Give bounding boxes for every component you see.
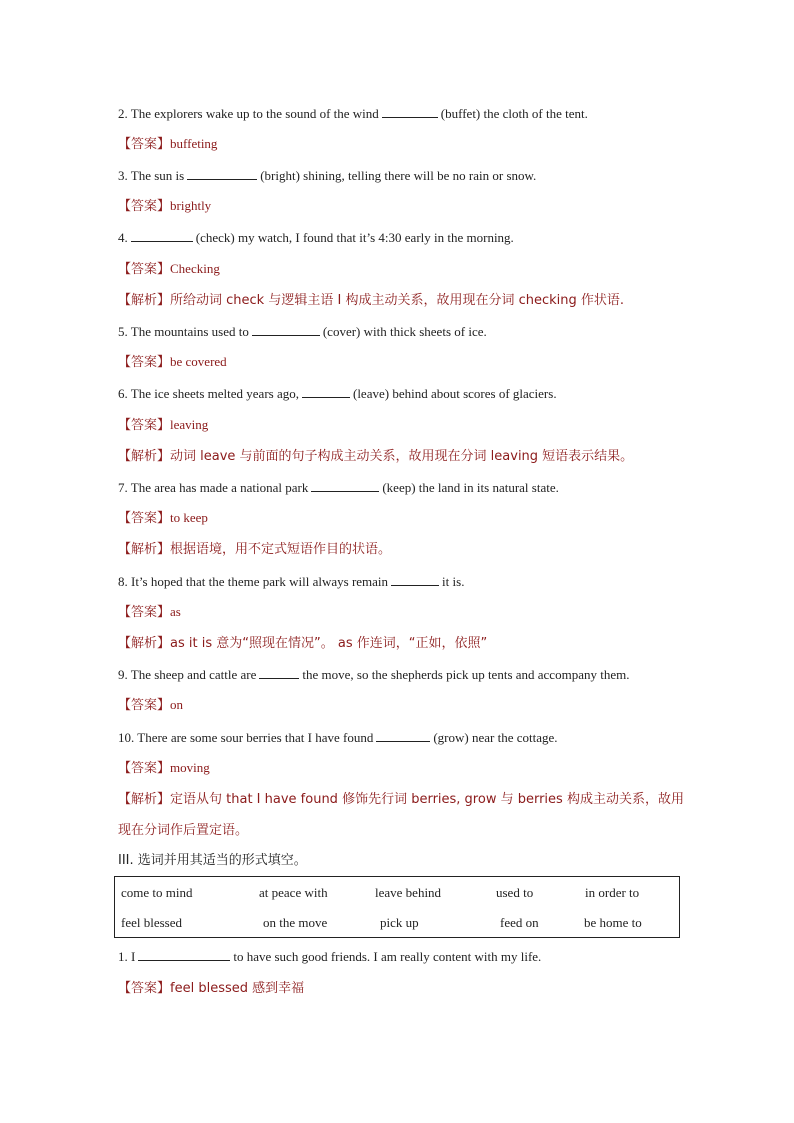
- answer-3: 【答案】brightly: [118, 198, 212, 214]
- answer-blank: [376, 729, 430, 742]
- answer-4: 【答案】Checking: [118, 261, 220, 277]
- word-bank-item: be home to: [584, 915, 642, 930]
- answer-blank: [138, 948, 230, 961]
- question-9: 9. The sheep and cattle are the move, so the shepherds pick up tents and accompany them.: [118, 667, 630, 682]
- word-bank-item: come to mind: [121, 885, 193, 900]
- analysis-10-continued: 现在分词作后置定语。: [118, 823, 249, 838]
- analysis-8: 【解析】as it is 意为“照现在情况”。 as 作连词，“正如，依照”: [118, 636, 488, 651]
- analysis-4: 【解析】所给动词 check 与逻辑主语 I 构成主动关系，故用现在分词 checking 作状语.: [118, 293, 625, 308]
- word-bank-box: [114, 876, 680, 938]
- analysis-7: 【解析】根据语境，用不定式短语作目的状语。: [118, 542, 392, 557]
- section-title: III. 选词并用其适当的形式填空。: [118, 853, 307, 868]
- word-bank-item: feed on: [500, 915, 539, 930]
- answer-blank: [382, 105, 438, 118]
- analysis-6: 【解析】动词 leave 与前面的句子构成主动关系，故用现在分词 leaving 短语表示结果。: [118, 449, 634, 464]
- analysis-10: 【解析】定语从句 that I have found 修饰先行词 berries, grow 与 berries 构成主动关系，故用: [118, 792, 684, 807]
- answer-blank: [252, 323, 320, 336]
- question-5: 5. The mountains used to (cover) with thick sheets of ice.: [118, 324, 487, 339]
- question-7: 7. The area has made a national park (keep) the land in its natural state.: [118, 480, 559, 495]
- question-10: 10. There are some sour berries that I have found (grow) near the cottage.: [118, 730, 558, 745]
- word-bank-item: at peace with: [259, 885, 328, 900]
- word-bank-item: feel blessed: [121, 915, 183, 930]
- question-6: 6. The ice sheets melted years ago, (leave) behind about scores of glaciers.: [118, 386, 557, 401]
- word-bank-item: leave behind: [375, 885, 442, 900]
- answer-6: 【答案】leaving: [118, 417, 209, 433]
- section3-question-1: 1. I to have such good friends. I am really content with my life.: [118, 949, 542, 964]
- question-2: 2. The explorers wake up to the sound of the wind (buffet) the cloth of the tent.: [118, 106, 588, 121]
- word-bank-item: in order to: [585, 885, 640, 900]
- answer-blank: [311, 479, 379, 492]
- answer-5: 【答案】be covered: [118, 354, 227, 370]
- answer-blank: [259, 666, 299, 679]
- answer-7: 【答案】to keep: [118, 510, 208, 526]
- answer-8: 【答案】as: [118, 604, 181, 620]
- word-bank-item: pick up: [380, 915, 419, 930]
- answer-10: 【答案】moving: [118, 760, 210, 776]
- word-bank-item: used to: [496, 885, 534, 900]
- answer-blank: [391, 573, 439, 586]
- section3-answer-1: 【答案】feel blessed 感到幸福: [118, 981, 305, 996]
- answer-9: 【答案】on: [118, 697, 184, 713]
- answer-blank: [187, 167, 257, 180]
- question-8: 8. It’s hoped that the theme park will always remain it is.: [118, 574, 465, 589]
- answer-2: 【答案】buffeting: [118, 136, 218, 152]
- word-bank-item: on the move: [263, 915, 328, 930]
- answer-blank: [302, 385, 350, 398]
- question-4: 4. (check) my watch, I found that it’s 4:30 early in the morning.: [118, 230, 514, 245]
- answer-blank: [131, 229, 193, 242]
- question-3: 3. The sun is (bright) shining, telling there will be no rain or snow.: [118, 168, 537, 183]
